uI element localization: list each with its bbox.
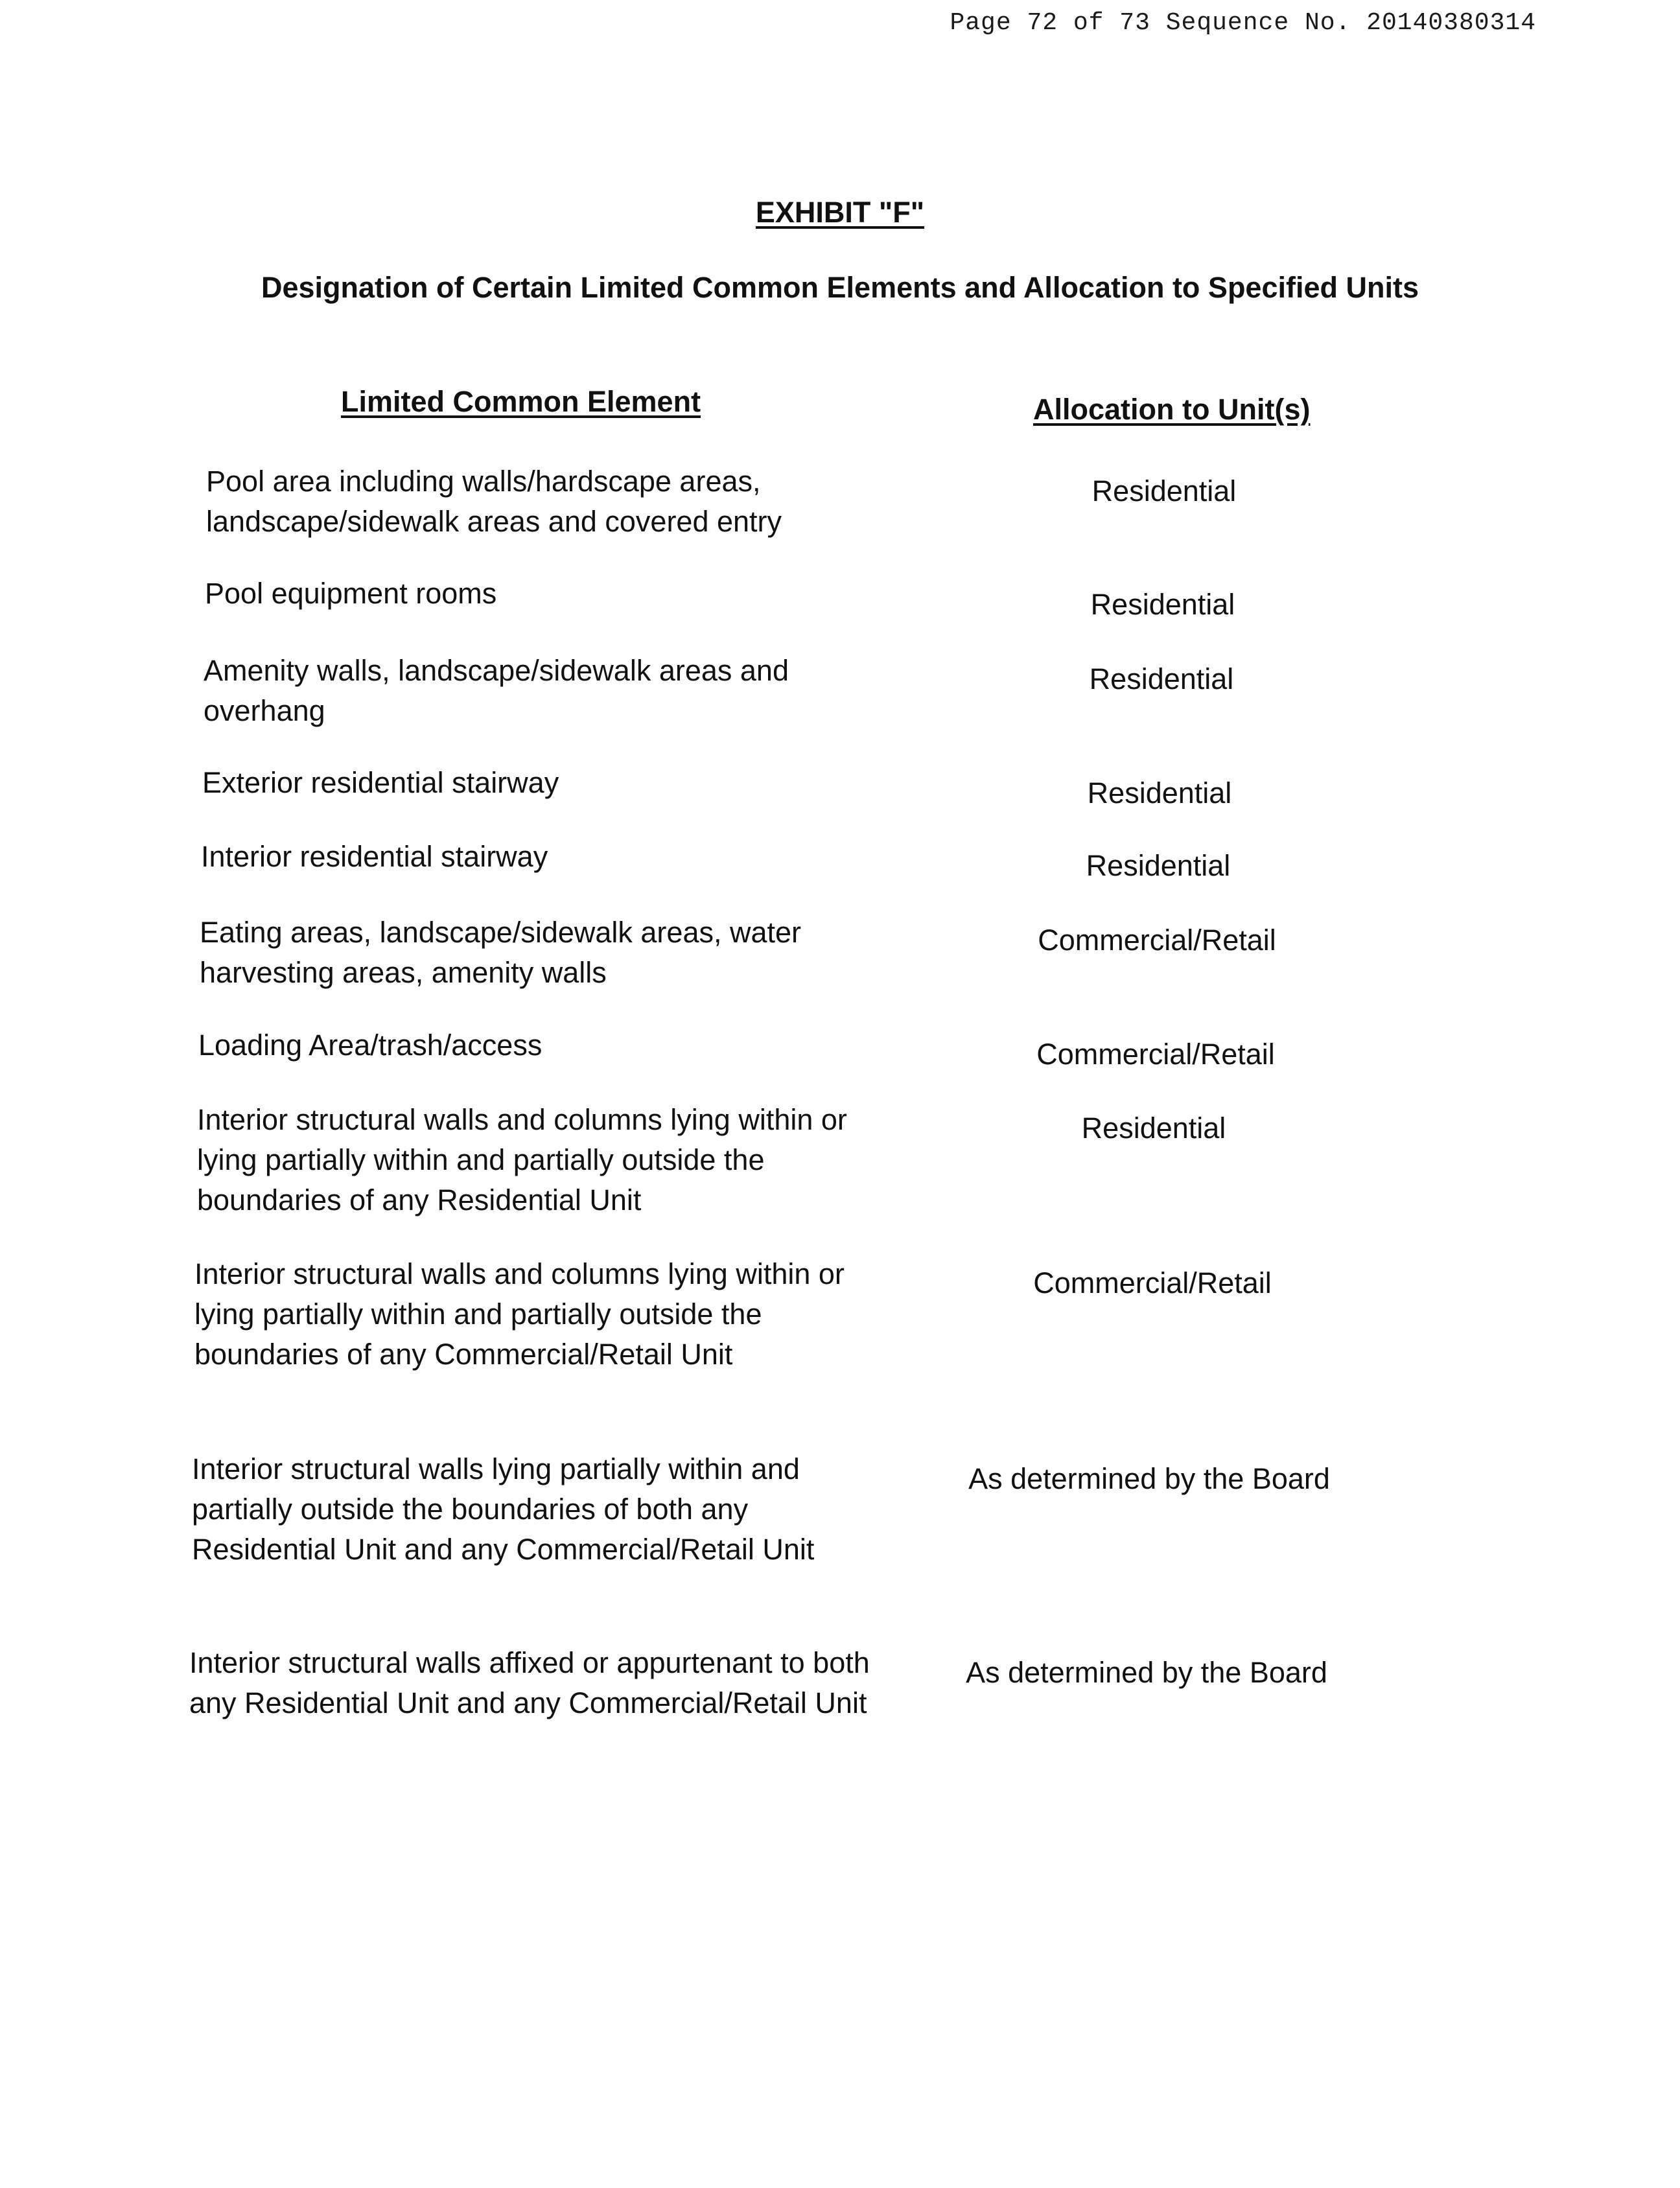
table-row-allocation: Residential — [1091, 474, 1237, 507]
column-header-allocation: Allocation to Unit(s) — [1033, 393, 1311, 426]
table-row-allocation: As determined by the Board — [968, 1462, 1330, 1495]
table-row-allocation: Commercial/Retail — [1033, 1266, 1272, 1299]
document-subtitle: Designation of Certain Limited Common Elements and Allocation to Specified Units — [261, 271, 1419, 304]
table-row-allocation: Residential — [1086, 849, 1231, 882]
column-header-element: Limited Common Element — [341, 385, 701, 418]
table-row-element: Amenity walls, landscape/sidewalk areas and overhang — [204, 654, 789, 727]
table-row-element: Pool area including walls/hardscape areas, landscape/sidewalk areas and covered entry — [206, 465, 782, 538]
table-row-element: Interior structural walls affixed or appurtenant to both any Residential Unit and any Commercial/Retail Unit — [189, 1646, 870, 1719]
table-row-allocation: Residential — [1089, 662, 1234, 695]
table-row-allocation: Commercial/Retail — [1036, 1038, 1275, 1071]
exhibit-title: EXHIBIT "F" — [755, 196, 925, 229]
table-row-allocation: Residential — [1090, 588, 1235, 621]
table-row-element: Exterior residential stairway — [202, 766, 559, 799]
table-row-allocation: Commercial/Retail — [1038, 924, 1276, 957]
table-row-element: Eating areas, landscape/sidewalk areas, water harvesting areas, amenity walls — [200, 916, 802, 989]
table-row-element: Interior structural walls and columns lying within or lying partially within and partially outside the boundaries of any Residential Unit — [197, 1103, 847, 1216]
table-row-allocation: As determined by the Board — [966, 1656, 1327, 1689]
table-row-allocation: Residential — [1081, 1111, 1226, 1145]
table-row-element: Loading Area/trash/access — [198, 1029, 542, 1062]
table-row-element: Pool equipment rooms — [205, 577, 497, 610]
table-row-element: Interior structural walls and columns lying within or lying partially within and partially outside the boundaries of any Commercial/Retail Unit — [194, 1257, 845, 1371]
table-row-element: Interior residential stairway — [201, 840, 548, 873]
table-row-element: Interior structural walls lying partially within and partially outside the boundaries of both any Residential Unit and any Commercial/Retail Unit — [192, 1452, 815, 1566]
table-row-allocation: Residential — [1087, 776, 1232, 809]
page-sequence-header: Page 72 of 73 Sequence No. 20140380314 — [950, 9, 1536, 37]
